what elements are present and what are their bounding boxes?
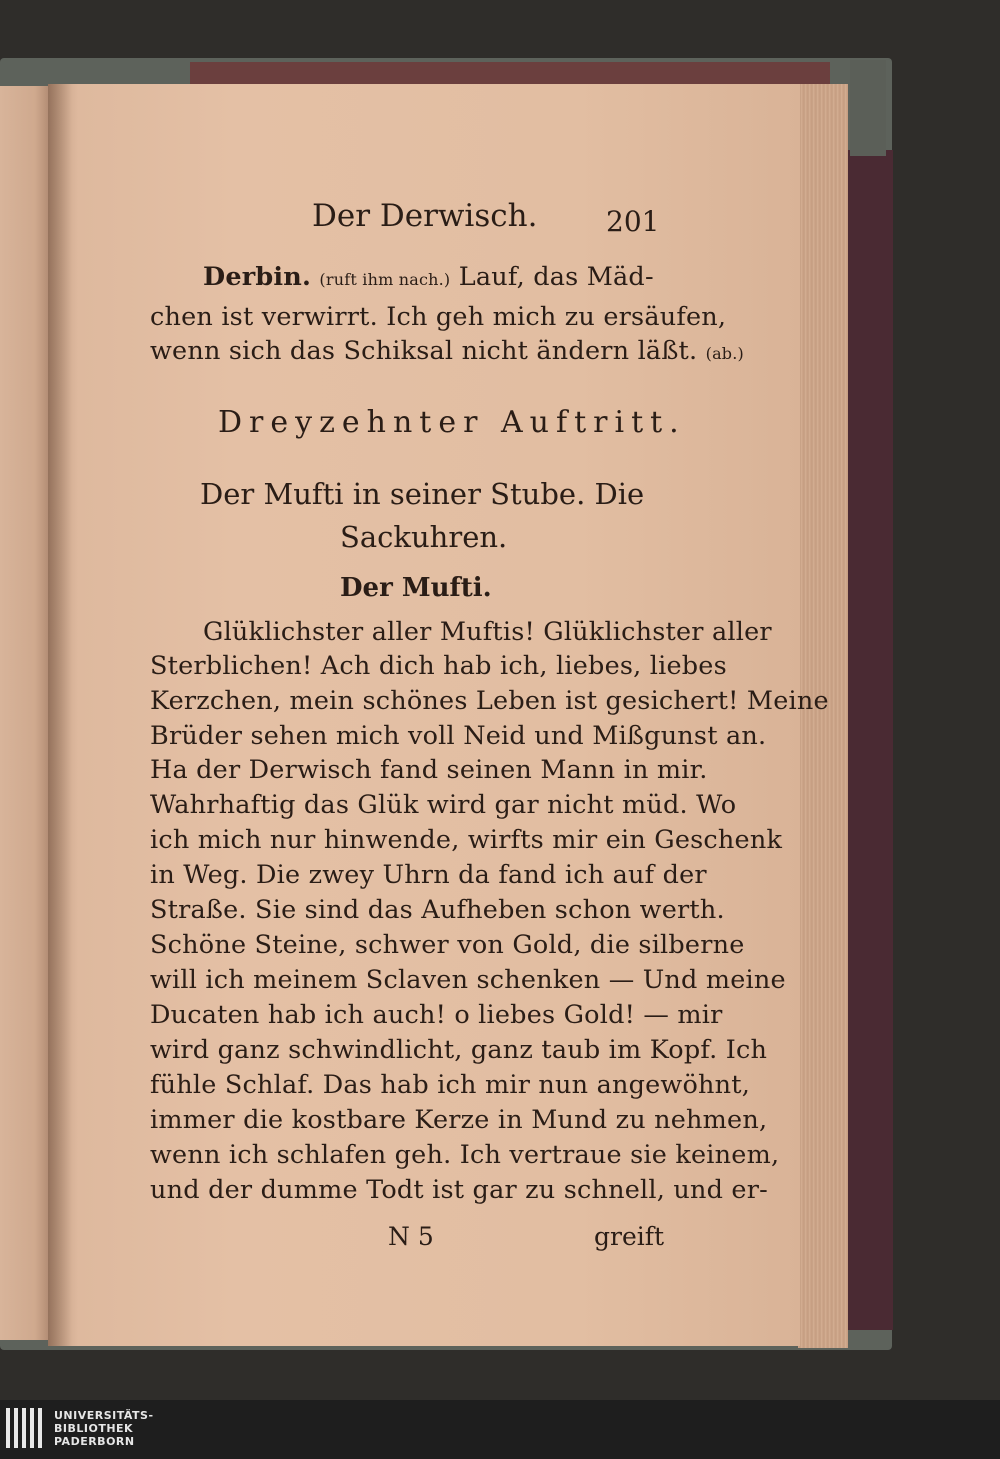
speaker-name: Derbin. bbox=[203, 262, 312, 292]
logo-text: UNIVERSITÄTS- BIBLIOTHEK PADERBORN bbox=[54, 1409, 154, 1448]
page-fore-edge bbox=[798, 84, 848, 1348]
body-line: Straße. Sie sind das Aufheben schon werth. bbox=[150, 895, 725, 925]
body-line: Wahrhaftig das Glük wird gar nicht müd. Wo bbox=[150, 790, 737, 820]
body-line: Ducaten hab ich auch! o liebes Gold! — mir bbox=[150, 1000, 723, 1030]
scene-description-1: Der Mufti in seiner Stube. Die bbox=[200, 477, 645, 511]
scene-description-2: Sackuhren. bbox=[340, 520, 508, 554]
stage-direction: (ab.) bbox=[705, 344, 744, 363]
body-line: Kerzchen, mein schönes Leben ist gesichert! Meine bbox=[150, 686, 829, 716]
library-logo bbox=[0, 1400, 1000, 1459]
page-number: 201 bbox=[606, 205, 660, 238]
gutter-shadow bbox=[48, 84, 72, 1346]
text-line-2: chen ist verwirrt. Ich geh mich zu ersäufen, bbox=[150, 302, 727, 332]
body-line: Sterblichen! Ach dich hab ich, liebes, liebes bbox=[150, 651, 727, 681]
body-line: Glüklichster aller Muftis! Glüklichster aller bbox=[203, 617, 772, 647]
left-page bbox=[0, 86, 50, 1340]
running-header: Der Derwisch. bbox=[312, 198, 538, 234]
page-top-edge bbox=[190, 62, 830, 84]
body-line: ich mich nur hinwende, wirfts mir ein Geschenk bbox=[150, 825, 783, 855]
scene-title: Dreyzehnter Auftritt. bbox=[218, 405, 686, 440]
scene-speaker: Der Mufti. bbox=[340, 573, 492, 603]
catchword: greift bbox=[594, 1222, 665, 1251]
line-text: wenn sich das Schiksal nicht ändern läßt. bbox=[150, 336, 698, 366]
book-spine-cloth bbox=[850, 60, 886, 156]
signature-mark: N 5 bbox=[388, 1222, 434, 1251]
body-line: Ha der Derwisch fand seinen Mann in mir. bbox=[150, 755, 708, 785]
body-line: und der dumme Todt ist gar zu schnell, und er- bbox=[150, 1175, 768, 1205]
book-spine bbox=[845, 150, 893, 1330]
text-line-1 bbox=[203, 262, 654, 292]
text-line-3 bbox=[150, 336, 744, 366]
body-line: Brüder sehen mich voll Neid und Mißgunst an. bbox=[150, 721, 767, 751]
line-text: Lauf, das Mäd- bbox=[458, 262, 654, 292]
body-line: wenn ich schlafen geh. Ich vertraue sie keinem, bbox=[150, 1140, 780, 1170]
body-line: immer die kostbare Kerze in Mund zu nehmen, bbox=[150, 1105, 768, 1135]
body-line: Schöne Steine, schwer von Gold, die silberne bbox=[150, 930, 745, 960]
body-line: in Weg. Die zwey Uhrn da fand ich auf der bbox=[150, 860, 707, 890]
stage-direction: (ruft ihm nach.) bbox=[319, 270, 451, 289]
logo-bars-icon bbox=[6, 1408, 46, 1448]
body-line: will ich meinem Sclaven schenken — Und meine bbox=[150, 965, 786, 995]
body-line: fühle Schlaf. Das hab ich mir nun angewöhnt, bbox=[150, 1070, 750, 1100]
body-line: wird ganz schwindlicht, ganz taub im Kopf. Ich bbox=[150, 1035, 768, 1065]
